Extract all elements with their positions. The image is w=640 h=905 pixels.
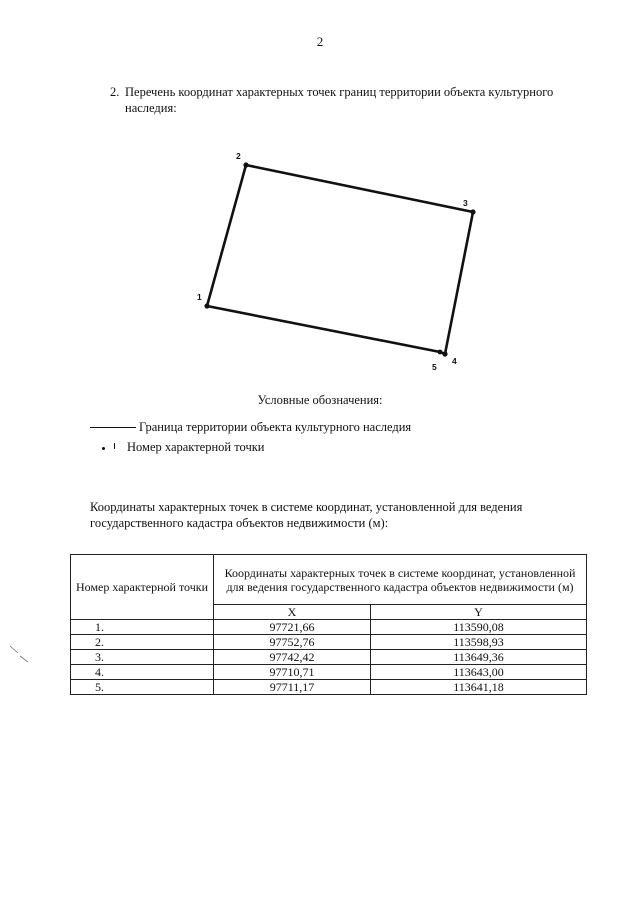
- point-symbol-icon: [90, 442, 124, 454]
- cell-y: 113641,18: [371, 680, 587, 695]
- col-header-point-number: Номер характерной точки: [71, 555, 214, 620]
- section-heading: [110, 84, 590, 116]
- col-header-y: Y: [371, 605, 587, 620]
- boundary-line-symbol: [90, 427, 136, 428]
- cell-y: 113598,93: [371, 635, 587, 650]
- col-header-x: X: [214, 605, 371, 620]
- cell-y: 113649,36: [371, 650, 587, 665]
- cell-x: 97710,71: [214, 665, 371, 680]
- legend-item-boundary: [90, 420, 411, 435]
- point-marker-5: [438, 350, 443, 355]
- legend-title: Условные обозначения:: [257, 393, 383, 407]
- point-label-4: 4: [452, 356, 457, 366]
- point-label-3: 3: [463, 198, 468, 208]
- coordinates-table: [70, 554, 587, 695]
- cell-x: 97742,42: [214, 650, 371, 665]
- cell-point-number: 4.: [71, 665, 214, 680]
- table-row: [71, 680, 587, 695]
- cell-point-number: 2.: [71, 635, 214, 650]
- point-marker-4: [442, 351, 447, 356]
- cell-x: 97721,66: [214, 620, 371, 635]
- point-label-1: 1: [197, 292, 202, 302]
- cell-point-number: 1.: [71, 620, 214, 635]
- section-number: 2.: [110, 85, 120, 99]
- legend-item-point: [90, 440, 265, 455]
- cell-y: 113590,08: [371, 620, 587, 635]
- page-number: 2: [316, 34, 324, 49]
- point-label-5: 5: [432, 362, 437, 372]
- col-header-coordinates: Координаты характерных точек в системе координат, установленной для ведения государственного кадастра объектов недвижимости (м): [214, 555, 587, 605]
- cell-x: 97752,76: [214, 635, 371, 650]
- table-row: [71, 650, 587, 665]
- table-row: [71, 665, 587, 680]
- boundary-plan: [0, 140, 640, 380]
- legend-boundary-label: Граница территории объекта культурного наследия: [139, 420, 412, 434]
- coordinates-intro: Координаты характерных точек в системе координат, установленной для ведения государственного кадастра объектов недвижимости (м):: [90, 500, 523, 530]
- legend-point-label: Номер характерной точки: [127, 440, 265, 454]
- point-marker-1: [204, 303, 209, 308]
- section-title: Перечень координат характерных точек границ территории объекта культурного наследия:: [125, 85, 554, 115]
- cell-point-number: 3.: [71, 650, 214, 665]
- table-row: [71, 635, 587, 650]
- boundary-line: [207, 165, 473, 354]
- table-row: [71, 620, 587, 635]
- cell-y: 113643,00: [371, 665, 587, 680]
- point-label-2: 2: [236, 151, 241, 161]
- point-marker-2: [243, 162, 248, 167]
- point-marker-3: [470, 209, 475, 214]
- cell-point-number: 5.: [71, 680, 214, 695]
- cell-x: 97711,17: [214, 680, 371, 695]
- scan-mark-icon: [8, 644, 32, 664]
